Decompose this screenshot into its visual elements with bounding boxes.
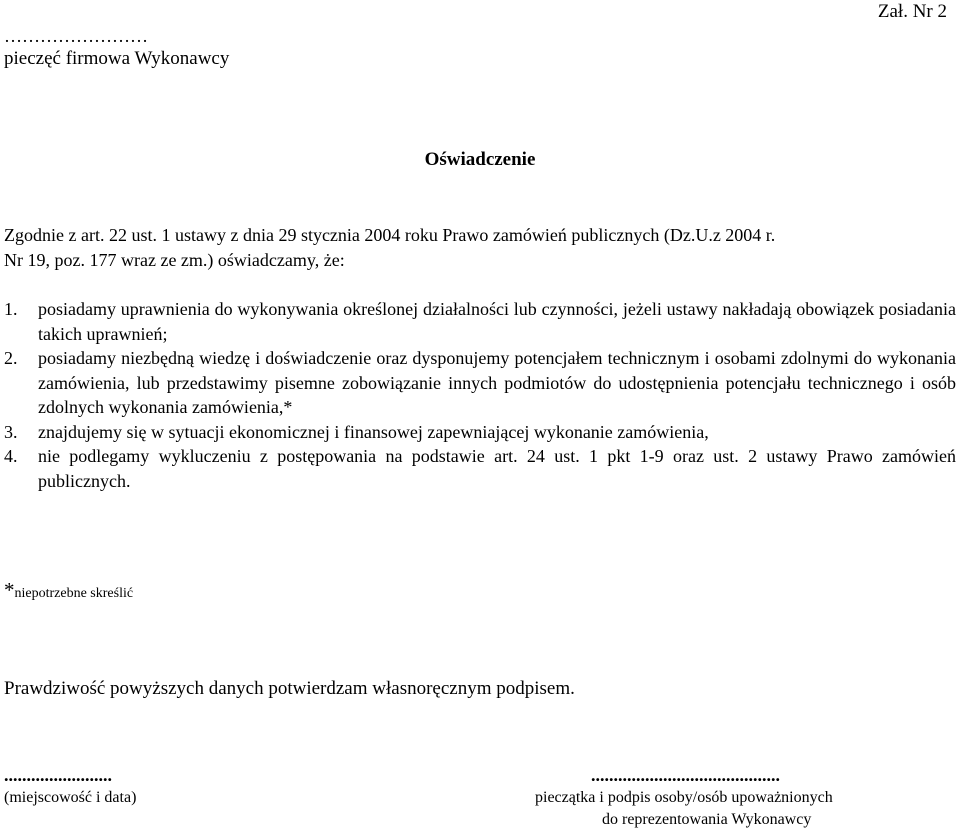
declaration-number: 3. — [4, 421, 18, 442]
intro-line-2: Nr 19, poz. 177 wraz ze zm.) oświadczamy, że: — [4, 250, 345, 270]
declaration-number: 4. — [4, 446, 18, 466]
declaration-text: nie podlegamy wykluczeniu z postępowania na podstawie art. 24 ust. 1 pkt 1-9 oraz ust. 2 ustawy Prawo zamówień publicznych. — [38, 446, 956, 491]
company-stamp-placeholder: …………………… — [4, 26, 148, 46]
document-title: Oświadczenie — [424, 149, 536, 170]
declaration-number: 1. — [4, 299, 18, 319]
attachment-number: Zał. Nr 2 — [877, 1, 947, 22]
declaration-item — [4, 444, 956, 493]
place-date-placeholder: ........................ — [4, 765, 112, 785]
declaration-item — [4, 420, 956, 445]
declaration-list — [4, 297, 956, 493]
declaration-item — [4, 346, 956, 420]
signer-label-line-1: pieczątka i podpis osoby/osób upoważnionych — [535, 789, 833, 806]
intro-line-1: Zgodnie z art. 22 ust. 1 ustawy z dnia 29 stycznia 2004 roku Prawo zamówień publicznych (Dz.U.z 2004 r. — [4, 225, 776, 245]
declaration-item — [4, 297, 956, 346]
footnote — [4, 578, 133, 606]
declaration-text: posiadamy uprawnienia do wykonywania określonej działalności lub czynności, jeżeli ustawy nakładają obowiązek posiadania takich uprawnień; — [38, 299, 956, 344]
declaration-text: znajdujemy się w sytuacji ekonomicznej i finansowej zapewniającej wykonanie zamówienia, — [38, 421, 709, 442]
declaration-text: posiadamy niezbędną wiedzę i doświadczenie oraz dysponujemy potencjałem technicznym i osobami zdolnymi do wykonania zamówienia, lub przedstawimy pisemne zobowiązanie innych podmiotów do udostępnienia potencjału technicznego i osób zdolnych wykonania zamówienia,* — [38, 348, 956, 417]
signer-placeholder: .......................................... — [591, 765, 780, 785]
signer-label-line-2: do reprezentowania Wykonawcy — [602, 811, 812, 828]
company-stamp-label: pieczęć firmowa Wykonawcy — [4, 48, 230, 69]
intro-paragraph — [4, 223, 954, 273]
footnote-text: niepotrzebne skreślić — [14, 586, 134, 601]
footnote-star: * — [4, 578, 15, 602]
declaration-number: 2. — [4, 348, 18, 368]
confirmation-statement: Prawdziwość powyższych danych potwierdzam własnoręcznym podpisem. — [4, 678, 575, 699]
place-date-label: (miejscowość i data) — [4, 789, 137, 806]
